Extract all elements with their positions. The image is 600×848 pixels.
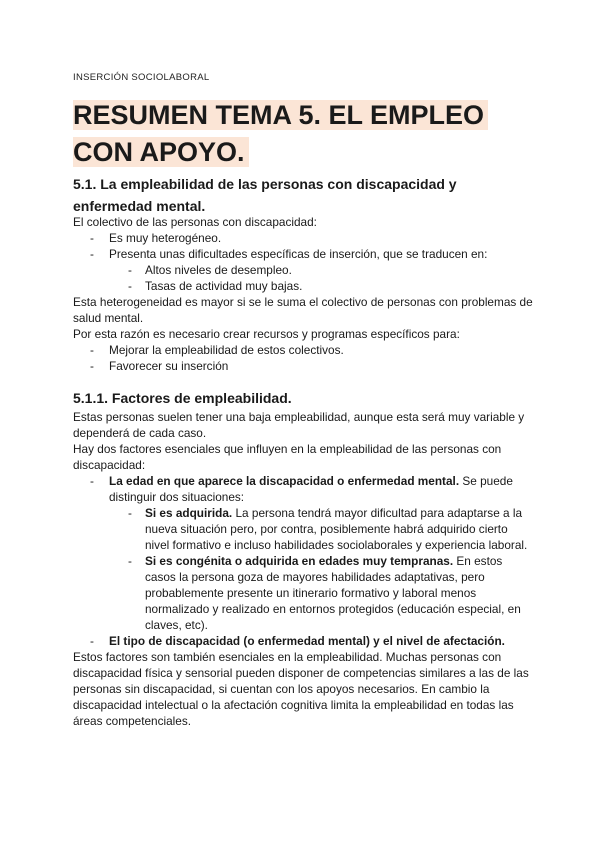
page-title (73, 97, 488, 171)
dash-bullet: - (90, 231, 94, 245)
dash-bullet: - (90, 247, 94, 261)
header-label: INSERCIÓN SOCIOLABORAL (73, 72, 210, 83)
factor-item: - El tipo de discapacidad (o enfermedad mental) y el nivel de afectación. (90, 634, 505, 648)
dash-bullet: - (128, 279, 132, 293)
list-item: - Favorecer su inserción (90, 359, 229, 373)
title-line-2: CON APOYO. (73, 137, 249, 167)
sub-factor-item: - Si es adquirida. La persona tendrá mayor dificultad para adaptarse a la nueva situación pero, por contra, posiblemente habrá adquirido cierto nivel formativo e incluso habilidades sociolaborales y experiencia laboral. (128, 506, 528, 552)
section-heading-5-1-line2: enfermedad mental. (73, 198, 206, 214)
section-heading-5-1 (73, 173, 457, 217)
intro-paragraph: El colectivo de las personas con discapacidad: (73, 215, 317, 229)
section-heading-5-1-line1: 5.1. La empleabilidad de las personas con discapacidad y (73, 176, 457, 192)
dash-bullet: - (90, 343, 94, 357)
list-item: - Mejorar la empleabilidad de estos colectivos. (90, 343, 344, 357)
dash-bullet: - (90, 359, 94, 373)
section-5-1-body (73, 214, 533, 374)
paragraph: Hay dos factores esenciales que influyen en la empleabilidad de las personas con discapacidad: (73, 442, 502, 472)
title-line-1: RESUMEN TEMA 5. EL EMPLEO (73, 100, 488, 130)
paragraph: Esta heterogeneidad es mayor si se le suma el colectivo de personas con problemas de salud mental. (73, 295, 533, 325)
list-item: - Es muy heterogéneo. (90, 231, 222, 245)
dash-bullet: - (128, 263, 132, 277)
sub-factor-item: - Si es congénita o adquirida en edades muy tempranas. En estos casos la persona goza de mayores habilidades adaptativas, pero probablemente presente un itinerario formativo y laboral menos normalizado y realizado en entornos protegidos (educación especial, en claves, etc). (128, 554, 521, 632)
sub-list-item: - Altos niveles de desempleo. (128, 263, 292, 277)
paragraph: Estas personas suelen tener una baja empleabilidad, aunque esta será muy variable y dependerá de cada caso. (73, 410, 525, 440)
paragraph: Por esta razón es necesario crear recursos y programas específicos para: (73, 327, 460, 341)
dash-bullet: - (90, 474, 94, 488)
section-5-1-1-body (73, 409, 533, 729)
paragraph: Estos factores son también esenciales en la empleabilidad. Muchas personas con discapacidad física y sensorial pueden disponer de competencias similares a las de las personas sin discapacidad, si cuentan con los apoyos necesarios. En cambio la discapacidad intelectual o la afectación cognitiva limita la empleabilidad en todas las áreas competenciales. (73, 650, 529, 728)
factor-item: - La edad en que aparece la discapacidad o enfermedad mental. Se puede distinguir dos situaciones: (90, 474, 513, 504)
sub-list-item: - Tasas de actividad muy bajas. (128, 279, 303, 293)
dash-bullet: - (128, 554, 132, 568)
dash-bullet: - (128, 506, 132, 520)
section-heading-5-1-1: 5.1.1. Factores de empleabilidad. (73, 390, 292, 406)
list-item: - Presenta unas dificultades específicas de inserción, que se traducen en: (90, 247, 488, 261)
dash-bullet: - (90, 634, 94, 648)
